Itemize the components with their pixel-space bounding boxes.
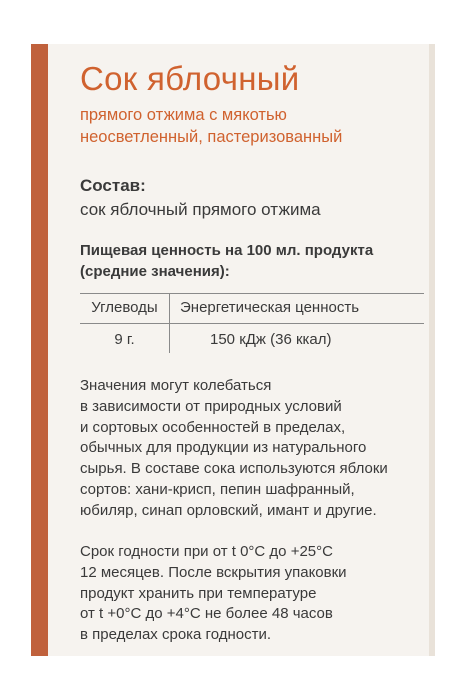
shelf-life-note [80,542,420,646]
composition-heading: Состав: [80,176,146,195]
variation-note [80,376,420,522]
note-line: в пределах срока годности. [80,626,272,644]
note-line: в зависимости от природных условий [80,397,342,415]
label-right-edge [429,44,435,656]
table-rule [80,293,424,294]
nutrition-heading-line: (средние значения): [80,263,230,280]
product-subtitle [80,104,342,148]
product-label [31,44,435,656]
label-edge-stripe [31,44,48,656]
subtitle-line: прямого отжима с мякотью [80,106,287,124]
nutrition-heading-line: Пищевая ценность на 100 мл. продукта [80,242,374,259]
subtitle-line: неосветленный, пастеризованный [80,128,343,146]
note-line: юбиляр, синап орловский, имант и другие. [80,501,377,519]
product-title: Сок яблочный [80,60,300,97]
note-line: от t +0°С до +4°С не более 48 часов [80,605,333,623]
composition-text: сок яблочный прямого отжима [80,200,321,219]
table-cell-carbs: 9 г. [114,331,135,348]
table-rule [80,323,424,324]
table-header-energy: Энергетическая ценность [180,299,360,316]
table-divider [169,293,170,353]
note-line: Значения могут колебаться [80,377,272,394]
note-line: сырья. В составе сока используются яблоки [80,460,388,478]
note-line: Срок годности при от t 0°С до +25°С [80,543,333,560]
table-header-carbs: Углеводы [91,299,158,316]
note-line: сортов: хани-крисп, пепин шафранный, [80,480,355,498]
table-cell-energy: 150 кДж (36 ккал) [210,331,332,348]
note-line: продукт хранить при температуре [80,584,317,602]
note-line: 12 месяцев. После вскрытия упаковки [80,563,347,581]
nutrition-heading [80,240,373,282]
note-line: обычных для продукции из натурального [80,439,367,457]
note-line: и сортовых особенностей в пределах, [80,418,346,436]
